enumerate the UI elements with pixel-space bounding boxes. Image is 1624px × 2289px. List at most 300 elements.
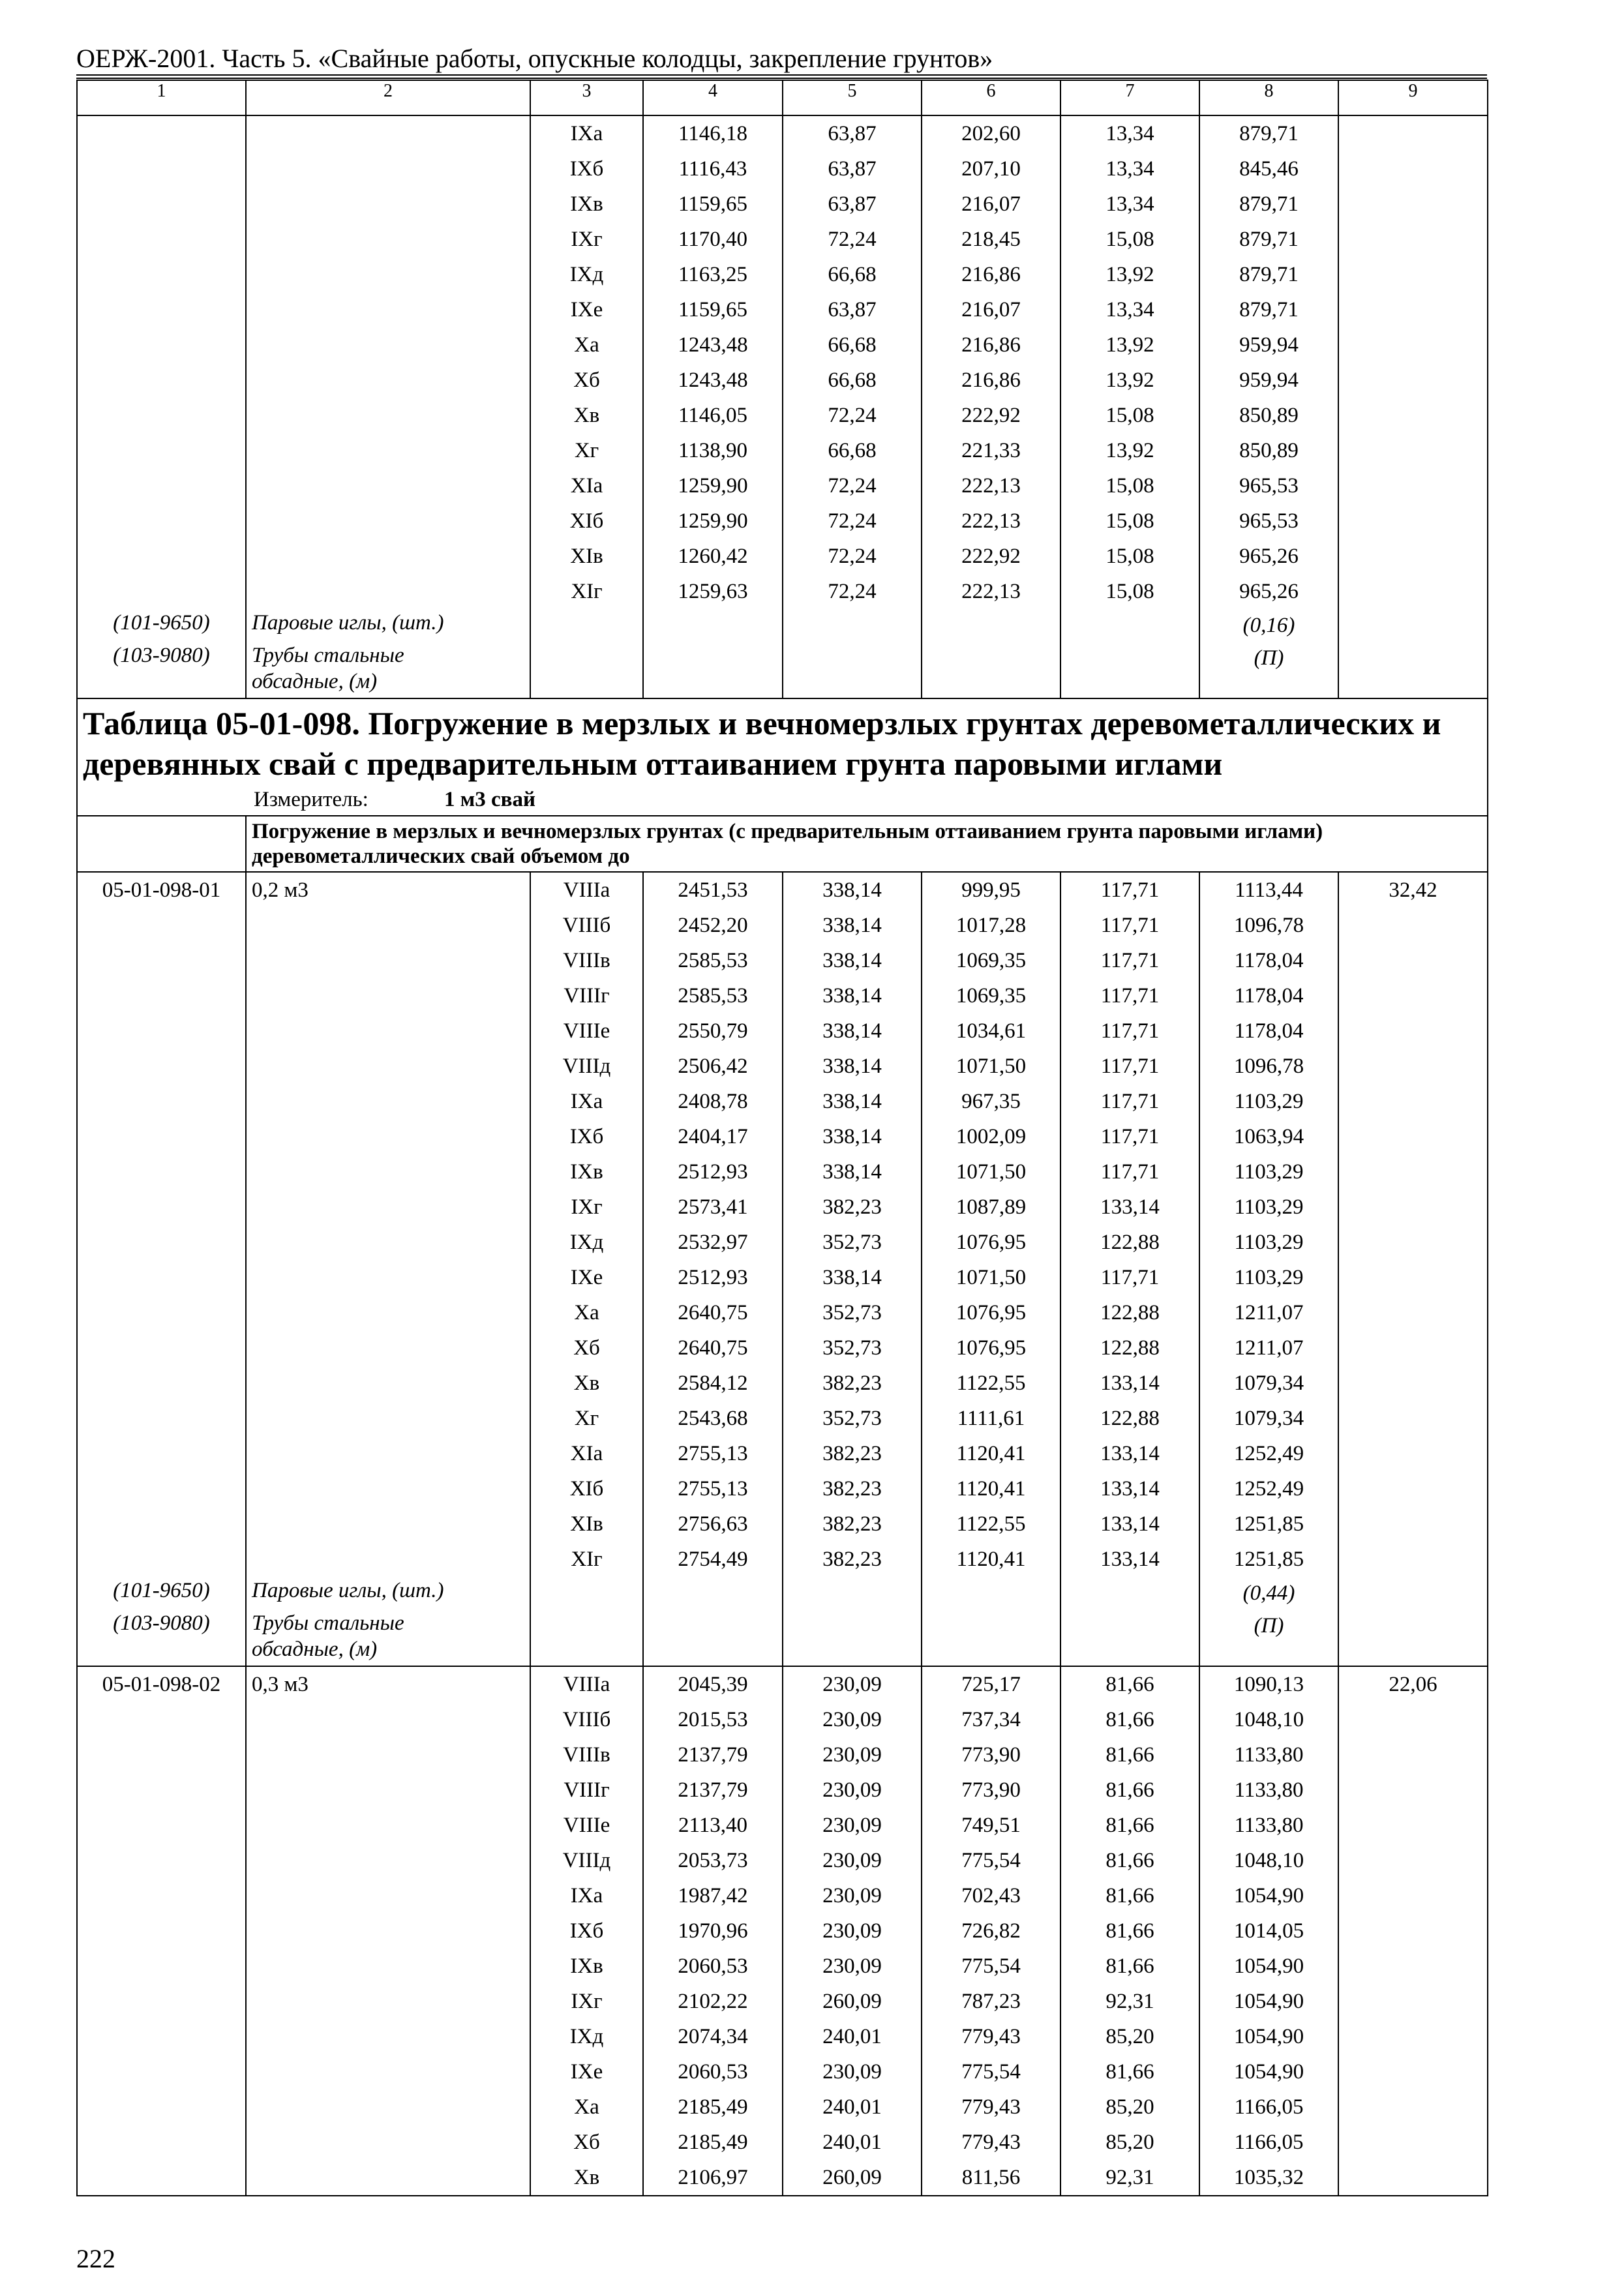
table-cell: VIIIв [563,1743,610,1767]
entry-col3 [530,1666,643,2196]
note-name: Паровые иглы, (шт.) [252,1579,444,1602]
table-cell: IXг [571,1195,603,1219]
table-cell: IXг [571,228,603,251]
header-rule-2 [76,78,1487,79]
table-cell: 1133,80 [1234,1743,1304,1767]
table-cell: 63,87 [828,192,877,216]
entry-col9 [1338,872,1488,1666]
table-cell: 122,88 [1100,1301,1160,1324]
table-cell: 72,24 [828,474,877,498]
table-cell: 2015,53 [678,1708,748,1731]
table-cell: 15,08 [1105,228,1154,251]
table-cell: VIIIг [564,984,610,1008]
table-cell: 85,20 [1105,2131,1154,2154]
table-cell: IXв [570,1954,603,1978]
column-number-row [77,80,1488,115]
entry-codes [77,1666,246,2196]
table-cell: 240,01 [822,2025,882,2048]
table-cell: 2053,73 [678,1849,748,1872]
table-cell: VIIIе [563,1814,610,1837]
table-cell: 207,10 [961,157,1021,181]
table-cell: 66,68 [828,439,877,462]
table-cell: 66,68 [828,333,877,357]
table-cell: 72,24 [828,509,877,533]
table-cell: 382,23 [822,1548,882,1571]
table-cell: XIв [570,545,603,568]
col-num: 6 [922,80,1060,115]
table-cell: 1133,80 [1234,1814,1304,1837]
table-cell: 1076,95 [955,1231,1027,1254]
table-cell: 726,82 [961,1919,1021,1943]
table-cell: 1103,29 [1234,1090,1304,1113]
table-cell: IXг [571,1990,603,2013]
table-cell: 352,73 [822,1407,882,1430]
table-cell: 2074,34 [678,2025,748,2048]
table-cell: 1090,13 [1233,1673,1304,1696]
table-cell: IXа [570,1884,603,1908]
table-cell: 1054,90 [1233,2025,1304,2048]
table-cell: 737,34 [961,1708,1021,1731]
table-cell: 2512,93 [678,1160,748,1184]
entry-col5 [783,872,922,1666]
table-cell: 85,20 [1105,2025,1154,2048]
table-cell: 338,14 [822,984,882,1008]
table-cell: 382,23 [822,1477,882,1501]
table-cell: Xа [574,2095,599,2119]
table-cell: 1054,90 [1233,1954,1304,1978]
table-cell: 2543,68 [678,1407,748,1430]
table-cell: 965,26 [1239,545,1299,568]
table-title-row [77,698,1488,816]
measure-value: 1 м3 свай [444,788,535,811]
table-cell: 382,23 [822,1512,882,1536]
table-cell: 1096,78 [1233,914,1304,937]
table-cell: 63,87 [828,298,877,322]
table-cell: 133,14 [1100,1371,1160,1395]
table-cell: 260,09 [822,2166,882,2189]
table-cell: 1071,50 [955,1055,1027,1078]
table-cell: 1017,28 [955,914,1027,937]
table-cell: VIIIа [563,878,610,902]
col9-value: 32,42 [1389,878,1437,902]
col-num: 9 [1338,80,1488,115]
table-cell: 1987,42 [678,1884,748,1908]
table-cell: 81,66 [1105,1919,1154,1943]
table-cell: 230,09 [822,1849,882,1872]
table-cell: 117,71 [1100,1125,1160,1148]
table-cell: 240,01 [822,2131,882,2154]
table-cell: 1252,49 [1233,1477,1304,1501]
table-cell: 92,31 [1105,2166,1154,2189]
table-cell: 15,08 [1105,474,1154,498]
table-cell: 222,92 [961,545,1021,568]
table-cell: 2640,75 [678,1301,748,1324]
cont-col8 [1199,115,1338,698]
table-cell: VIIIа [563,1673,610,1696]
table-cell: 352,73 [822,1336,882,1360]
table-cell: 879,71 [1239,298,1299,322]
table-cell: 1122,55 [956,1512,1026,1536]
table-cell: 222,13 [961,509,1021,533]
table-cell: Xв [573,1371,600,1395]
table-cell: 81,66 [1105,1708,1154,1731]
entry-codes [77,872,246,1666]
table-cell: 338,14 [822,1160,882,1184]
table-cell: 133,14 [1100,1512,1160,1536]
note-name: обсадные, (м) [252,670,378,693]
table-cell: 2408,78 [678,1090,748,1113]
table-cell: 2185,49 [678,2131,748,2154]
cont-col4 [643,115,783,698]
table-cell: 879,71 [1239,228,1299,251]
cont-codes [77,115,246,698]
table-cell: 2573,41 [678,1195,748,1219]
table-cell: 133,14 [1100,1477,1160,1501]
table-cell: 959,94 [1239,368,1299,392]
table-cell: 222,92 [961,404,1021,427]
table-cell: XIб [569,509,604,533]
table-cell: 773,90 [961,1743,1021,1767]
table-cell: 81,66 [1105,1884,1154,1908]
table-cell: 749,51 [961,1814,1021,1837]
table-cell: 338,14 [822,1019,882,1043]
note-code: (101-9650) [113,1579,210,1602]
col-num: 1 [77,80,246,115]
table-cell: 1260,42 [678,545,748,568]
table-cell: 117,71 [1100,1090,1160,1113]
table-cell: 1071,50 [955,1160,1027,1184]
table-cell: 13,92 [1105,439,1154,462]
table-cell: 1103,29 [1234,1160,1304,1184]
table-cell: 230,09 [822,1954,882,1978]
table-cell: 2584,12 [678,1371,748,1395]
table-cell: IXе [570,2060,603,2084]
table-cell: 1159,65 [678,192,748,216]
entry-col7 [1060,872,1199,1666]
table-cell: 1035,32 [1233,2166,1304,2189]
table-cell: 965,26 [1239,580,1299,603]
table-cell: 773,90 [961,1778,1021,1802]
col-num: 2 [246,80,530,115]
note-value: (0,16) [1242,614,1295,637]
table-cell: 85,20 [1105,2095,1154,2119]
entry-col8 [1199,1666,1338,2196]
table-cell: 1069,35 [955,984,1027,1008]
table-cell: 216,07 [961,298,1021,322]
table-cell: 338,14 [822,1266,882,1289]
table-cell: 2137,79 [678,1743,748,1767]
table-cell: 117,71 [1100,949,1160,972]
entry-block [77,1666,1488,2196]
table-cell: 117,71 [1100,1266,1160,1289]
table-cell: IXб [569,1919,604,1943]
table-cell: 117,71 [1100,1055,1160,1078]
table-cell: 2113,40 [678,1814,748,1837]
table-cell: 2060,53 [678,1954,748,1978]
table-cell: 230,09 [822,1778,882,1802]
table-cell: 230,09 [822,1743,882,1767]
table-cell: 218,45 [961,228,1021,251]
table-cell: 81,66 [1105,2060,1154,2084]
rate-code: 05-01-098-02 [102,1673,221,1696]
table-cell: XIа [570,1442,603,1465]
table-cell: 1122,55 [956,1371,1026,1395]
table-cell: 202,60 [961,122,1021,145]
table-cell: 1054,90 [1233,1990,1304,2013]
table-cell: 725,17 [961,1673,1021,1696]
table-cell: 1076,95 [955,1336,1027,1360]
entry-col3 [530,872,643,1666]
table-cell: 1243,48 [678,368,748,392]
table-cell: Xв [573,404,600,427]
table-cell: VIIIб [562,914,611,937]
table-cell: 117,71 [1100,1160,1160,1184]
table-cell: 1103,29 [1234,1195,1304,1219]
table-cell: 1096,78 [1233,1055,1304,1078]
table-cell: 1069,35 [955,949,1027,972]
running-header: ОЕРЖ-2001. Часть 5. «Свайные работы, опускные колодцы, закрепление грунтов» [76,44,993,73]
table-cell: 879,71 [1239,192,1299,216]
col-num: 7 [1060,80,1199,115]
table-cell: 1970,96 [678,1919,748,1943]
table-cell: 2585,53 [678,949,748,972]
table-cell: IXд [569,1231,604,1254]
entry-col6 [922,872,1060,1666]
note-value: (П) [1254,646,1284,670]
cont-col7 [1060,115,1199,698]
table-cell: 1079,34 [1233,1371,1304,1395]
table-cell: 845,46 [1239,157,1299,181]
table-cell: 222,13 [961,474,1021,498]
table-cell: 1103,29 [1234,1266,1304,1289]
note-code: (101-9650) [113,611,210,635]
table-cell: 13,34 [1105,122,1154,145]
table-cell: 230,09 [822,1919,882,1943]
entry-col9 [1338,1666,1488,2196]
table-cell: 2585,53 [678,984,748,1008]
table-cell: 2451,53 [678,878,748,902]
table-cell: 222,13 [961,580,1021,603]
note-name: Трубы стальные [252,644,404,667]
cont-col3 [530,115,643,698]
table-cell: VIIIв [563,949,610,972]
table-cell: IXв [570,192,603,216]
header-rule [76,74,1487,76]
table-cell: 382,23 [822,1442,882,1465]
table-cell: 63,87 [828,122,877,145]
entry-block [77,872,1488,1666]
table-cell: 15,08 [1105,404,1154,427]
table-cell: 1178,04 [1234,1019,1304,1043]
table-cell: 230,09 [822,1708,882,1731]
col-num: 5 [783,80,922,115]
table-cell: Xб [573,2131,600,2154]
table-cell: 1054,90 [1233,2060,1304,2084]
table-cell: XIг [571,1548,603,1571]
table-cell: 999,95 [961,878,1021,902]
table-cell: 81,66 [1105,1954,1154,1978]
table-cell: 352,73 [822,1231,882,1254]
table-title: Таблица 05-01-098. Погружение в мерзлых и вечномерзлых грунтах деревометаллических и деревянных свай с предварительным оттаиванием грунта паровыми иглами [83,705,1441,782]
table-cell: 81,66 [1105,1743,1154,1767]
table-cell: 1251,85 [1233,1512,1304,1536]
table-cell: XIа [570,474,603,498]
note-code: (103-9080) [113,1611,210,1635]
table-cell: 811,56 [961,2166,1021,2189]
table-cell: 702,43 [961,1884,1021,1908]
table-cell: 81,66 [1105,1814,1154,1837]
table-cell: 2640,75 [678,1336,748,1360]
table-cell: 779,43 [961,2131,1021,2154]
table-cell: 1170,40 [678,228,748,251]
table-cell: Xа [574,333,599,357]
table-cell: 2060,53 [678,2060,748,2084]
table-cell: 13,92 [1105,368,1154,392]
table-cell: 1120,41 [956,1477,1026,1501]
table-cell: 1252,49 [1233,1442,1304,1465]
entry-col8 [1199,872,1338,1666]
table-cell: 2185,49 [678,2095,748,2119]
table-cell: 1163,25 [678,263,748,286]
table-cell: 1243,48 [678,333,748,357]
table-cell: 230,09 [822,1884,882,1908]
table-cell: Xа [574,1301,599,1324]
table-cell: 2137,79 [678,1778,748,1802]
table-cell: 117,71 [1100,914,1160,937]
table-cell: IXд [569,2025,604,2048]
entry-col7 [1060,1666,1199,2196]
rate-name: 0,2 м3 [252,878,308,902]
table-cell: 216,86 [961,263,1021,286]
table-cell: 72,24 [828,545,877,568]
table-cell: 133,14 [1100,1195,1160,1219]
page-number: 222 [76,2244,115,2273]
table-cell: 2102,22 [678,1990,748,2013]
table-cell: 1211,07 [1234,1336,1304,1360]
table-cell: 92,31 [1105,1990,1154,2013]
table-cell: 15,08 [1105,580,1154,603]
table-cell: 133,14 [1100,1442,1160,1465]
table-cell: 72,24 [828,228,877,251]
table-cell: VIIIд [562,1849,611,1872]
table-cell: 965,53 [1239,474,1299,498]
table-cell: 1120,41 [956,1442,1026,1465]
table-cell: Xб [573,1336,600,1360]
col-num: 4 [643,80,783,115]
table-cell: 2045,39 [678,1673,748,1696]
entry-col4 [643,1666,783,2196]
table-cell: 1159,65 [678,298,748,322]
table-cell: XIб [569,1477,604,1501]
table-cell: 1259,63 [678,580,748,603]
table-cell: VIIIб [562,1708,611,1731]
cont-col6 [922,115,1060,698]
section-row [77,816,1488,872]
table-cell: 1146,05 [678,404,748,427]
table-cell: 13,92 [1105,263,1154,286]
table-cell: IXб [569,1125,604,1148]
table-cell: 1103,29 [1234,1231,1304,1254]
table-cell: 221,33 [961,439,1021,462]
table-cell: VIIIд [562,1055,611,1078]
table-cell: 66,68 [828,368,877,392]
table-cell: 965,53 [1239,509,1299,533]
table-cell: 2755,13 [678,1477,748,1501]
table-cell: 81,66 [1105,1673,1154,1696]
table-cell: 775,54 [961,1954,1021,1978]
table-cell: 1071,50 [955,1266,1027,1289]
rates-table [76,80,1488,2196]
table-cell: 216,07 [961,192,1021,216]
table-cell: 260,09 [822,1990,882,2013]
table-cell: 959,94 [1239,333,1299,357]
table-cell: 967,35 [961,1090,1021,1113]
rate-name: 0,3 м3 [252,1673,308,1696]
table-cell: 338,14 [822,1055,882,1078]
table-cell: 1178,04 [1234,949,1304,972]
table-cell: 230,09 [822,2060,882,2084]
table-cell: 122,88 [1100,1407,1160,1430]
table-cell: 1138,90 [678,439,748,462]
table-cell: 775,54 [961,1849,1021,1872]
table-cell: 63,87 [828,157,877,181]
table-cell: IXе [570,1266,603,1289]
cont-col5 [783,115,922,698]
table-cell: IXд [569,263,604,286]
table-cell: 1166,05 [1234,2095,1304,2119]
table-cell: 382,23 [822,1195,882,1219]
cont-col9 [1338,115,1488,698]
table-cell: IXв [570,1160,603,1184]
table-cell: 2755,13 [678,1442,748,1465]
note-name: обсадные, (м) [252,1638,378,1661]
table-cell: 216,86 [961,368,1021,392]
table-cell: IXа [570,122,603,145]
note-name: Паровые иглы, (шт.) [252,611,444,635]
table-cell: 13,34 [1105,157,1154,181]
measure-label: Измеритель: [254,788,368,811]
table-cell: 122,88 [1100,1336,1160,1360]
note-code: (103-9080) [113,644,210,667]
table-cell: 1054,90 [1233,1884,1304,1908]
table-cell: 2404,17 [678,1125,748,1148]
table-cell: 15,08 [1105,509,1154,533]
table-cell: 13,92 [1105,333,1154,357]
table-cell: 850,89 [1239,439,1299,462]
table-cell: 879,71 [1239,122,1299,145]
table-cell: 1113,44 [1235,878,1303,902]
table-cell: 1034,61 [955,1019,1027,1043]
table-cell: 775,54 [961,2060,1021,2084]
table-cell: 216,86 [961,333,1021,357]
table-cell: XIг [571,580,603,603]
table-cell: 13,34 [1105,298,1154,322]
table-cell: 1076,95 [955,1301,1027,1324]
table-cell: 787,23 [961,1990,1021,2013]
table-cell: 1178,04 [1234,984,1304,1008]
table-cell: 117,71 [1100,878,1160,902]
entry-names [246,1666,530,2196]
table-cell: 338,14 [822,1125,882,1148]
table-cell: 338,14 [822,949,882,972]
table-cell: 2754,49 [678,1548,748,1571]
table-cell: 2506,42 [678,1055,748,1078]
table-cell: 2106,97 [678,2166,748,2189]
table-cell: 81,66 [1105,1849,1154,1872]
table-cell: 1048,10 [1233,1849,1304,1872]
table-cell: 1116,43 [678,157,747,181]
table-cell: 1014,05 [1233,1919,1304,1943]
